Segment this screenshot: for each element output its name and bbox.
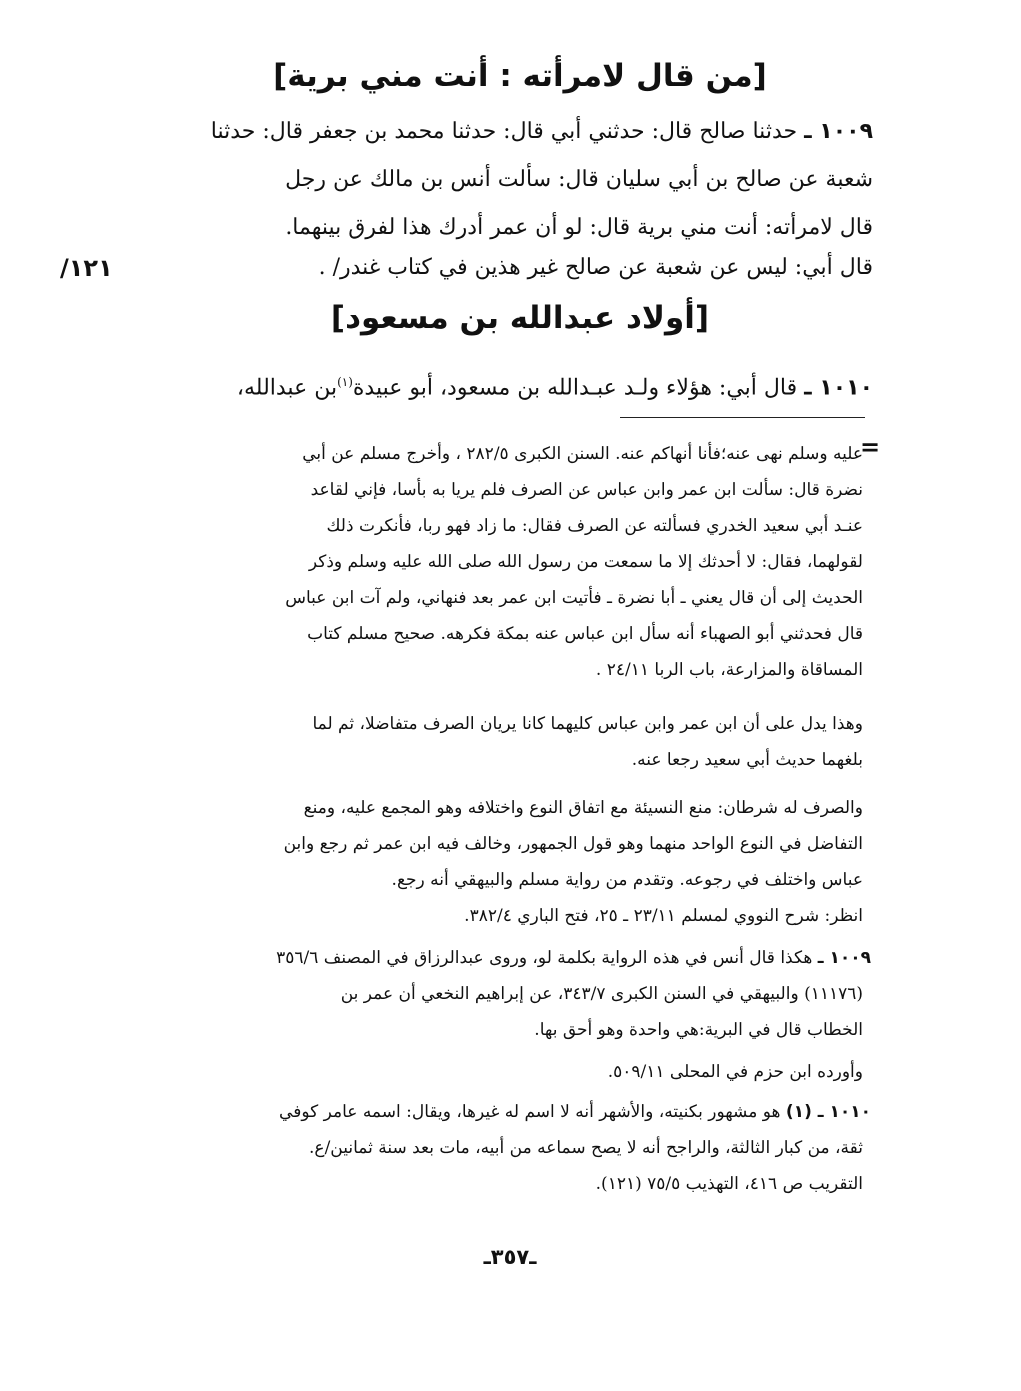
- footnote-text: هكذا قال أنس في هذه الرواية بكلمة لو، وروى عبدالرزاق في المصنف ٣٥٦/٦: [276, 948, 813, 968]
- margin-page-reference: ١٢١/: [60, 254, 113, 282]
- footnote-line: لقولهما، فقال: لا أحدثك إلا ما سمعت من رسول الله صلى الله عليه وسلم وذكر: [308, 552, 863, 572]
- footnote-line: التفاضل في النوع الواحد منهما وهو قول الجمهور، وخالف فيه ابن عمر ثم رجع وابن: [283, 834, 863, 854]
- section-heading: [من قال لامرأته : أنت مني برية]: [273, 58, 767, 94]
- hadith-number: ١٠٠٩ ـ: [804, 119, 873, 144]
- footnote-line: والصرف له شرطان: منع النسيئة مع اتفاق النوع واختلافه وهو المجمع عليه، ومنع: [303, 798, 863, 818]
- section-heading: [أولاد عبدالله بن مسعود]: [330, 300, 710, 336]
- hadith-1010-line: [153, 358, 873, 412]
- footnote-1009-line: الخطاب قال في البرية:هي واحدة وهو أحق بها.: [534, 1020, 863, 1040]
- page-number: ـ٣٥٧ـ: [483, 1245, 537, 1269]
- footnote-separator: [620, 417, 865, 418]
- footnote-text: هو مشهور بكنيته، والأشهر أنه لا اسم له غيرها، ويقال: اسمه عامر كوفي: [279, 1102, 781, 1122]
- footnote-continuation-mark: =: [860, 432, 881, 461]
- footnote-1009-line: (١١١٧٦) والبيهقي في السنن الكبرى ٣٤٣/٧، عن إبراهيم النخعي أن عمر بن: [340, 984, 863, 1004]
- hadith-1009-line: شعبة عن صالح بن أبي سليان قال: سألت أنس بن مالك عن رجل: [285, 167, 873, 192]
- footnote-line: قال فحدثني أبو الصهباء أنه سأل ابن عباس عنه بمكة فكرهه. صحيح مسلم كتاب: [307, 624, 863, 644]
- hadith-text: بن عبدالله،: [236, 375, 338, 401]
- footnote-line: انظر: شرح النووي لمسلم ٢٣/١١ ـ ٢٥، فتح الباري ٣٨٢/٤.: [464, 906, 863, 926]
- hadith-1009-line: قال أبي: ليس عن شعبة عن صالح غير هذين في كتاب غندر/ .: [318, 255, 873, 280]
- footnote-line: عليه وسلم نهى عنه؛فأنا أنهاكم عنه. السنن الكبرى ٢٨٢/٥ ، وأخرج مسلم عن أبي: [302, 444, 863, 464]
- footnote-1010-line: ثقة، من كبار الثالثة، والراجح أنه لا يصح سماعه من أبيه، مات بعد سنة ثمانين/ع.: [309, 1138, 863, 1158]
- hadith-text: حدثنا صالح قال: حدثني أبي قال: حدثنا محمد بن جعفر قال: حدثنا: [210, 119, 798, 144]
- footnote-number: ١٠١٠ ـ (١): [785, 1102, 871, 1122]
- footnote-1010-line: [151, 1094, 871, 1130]
- hadith-number: ١٠١٠ ـ: [804, 375, 873, 401]
- footnote-line: الحديث إلى أن قال يعني ـ أبا نضرة ـ فأتيت ابن عمر بعد فنهاني، ولم آت ابن عباس: [285, 588, 863, 608]
- footnote-number: ١٠٠٩ ـ: [817, 948, 871, 968]
- footnote-reference: (١): [337, 375, 353, 389]
- hadith-1009-line: قال لامرأته: أنت مني برية قال: لو أن عمر أدرك هذا لفرق بينهما.: [285, 215, 873, 240]
- hadith-text: قال أبي: هؤلاء ولـد عبـدالله بن مسعود، أبو عبيدة: [352, 375, 798, 401]
- footnote-1009-line: وأورده ابن حزم في المحلى ٥٠٩/١١.: [607, 1062, 863, 1082]
- hadith-1009-line: [153, 108, 873, 156]
- footnote-line: وهذا يدل على أن ابن عمر وابن عباس كليهما كانا يريان الصرف متفاضلا، ثم لما: [312, 714, 863, 734]
- footnote-line: المساقاة والمزارعة، باب الربا ٢٤/١١ .: [595, 660, 863, 680]
- footnote-line: عنـد أبي سعيد الخدري فسألته عن الصرف فقال: ما زاد فهو ربا، فأنكرت ذلك: [326, 516, 863, 536]
- footnote-1010-line: التقريب ص ٤١٦، التهذيب ٧٥/٥ (١٢١).: [595, 1174, 863, 1194]
- footnote-1009-line: [151, 940, 871, 976]
- footnote-line: نضرة قال: سألت ابن عمر وابن عباس عن الصرف فلم يريا به بأسا، فإني لقاعد: [310, 480, 863, 500]
- footnote-line: عباس واختلف في رجوعه. وتقدم من رواية مسلم والبيهقي أنه رجع.: [391, 870, 863, 890]
- footnote-line: بلغهما حديث أبي سعيد رجعا عنه.: [631, 750, 863, 770]
